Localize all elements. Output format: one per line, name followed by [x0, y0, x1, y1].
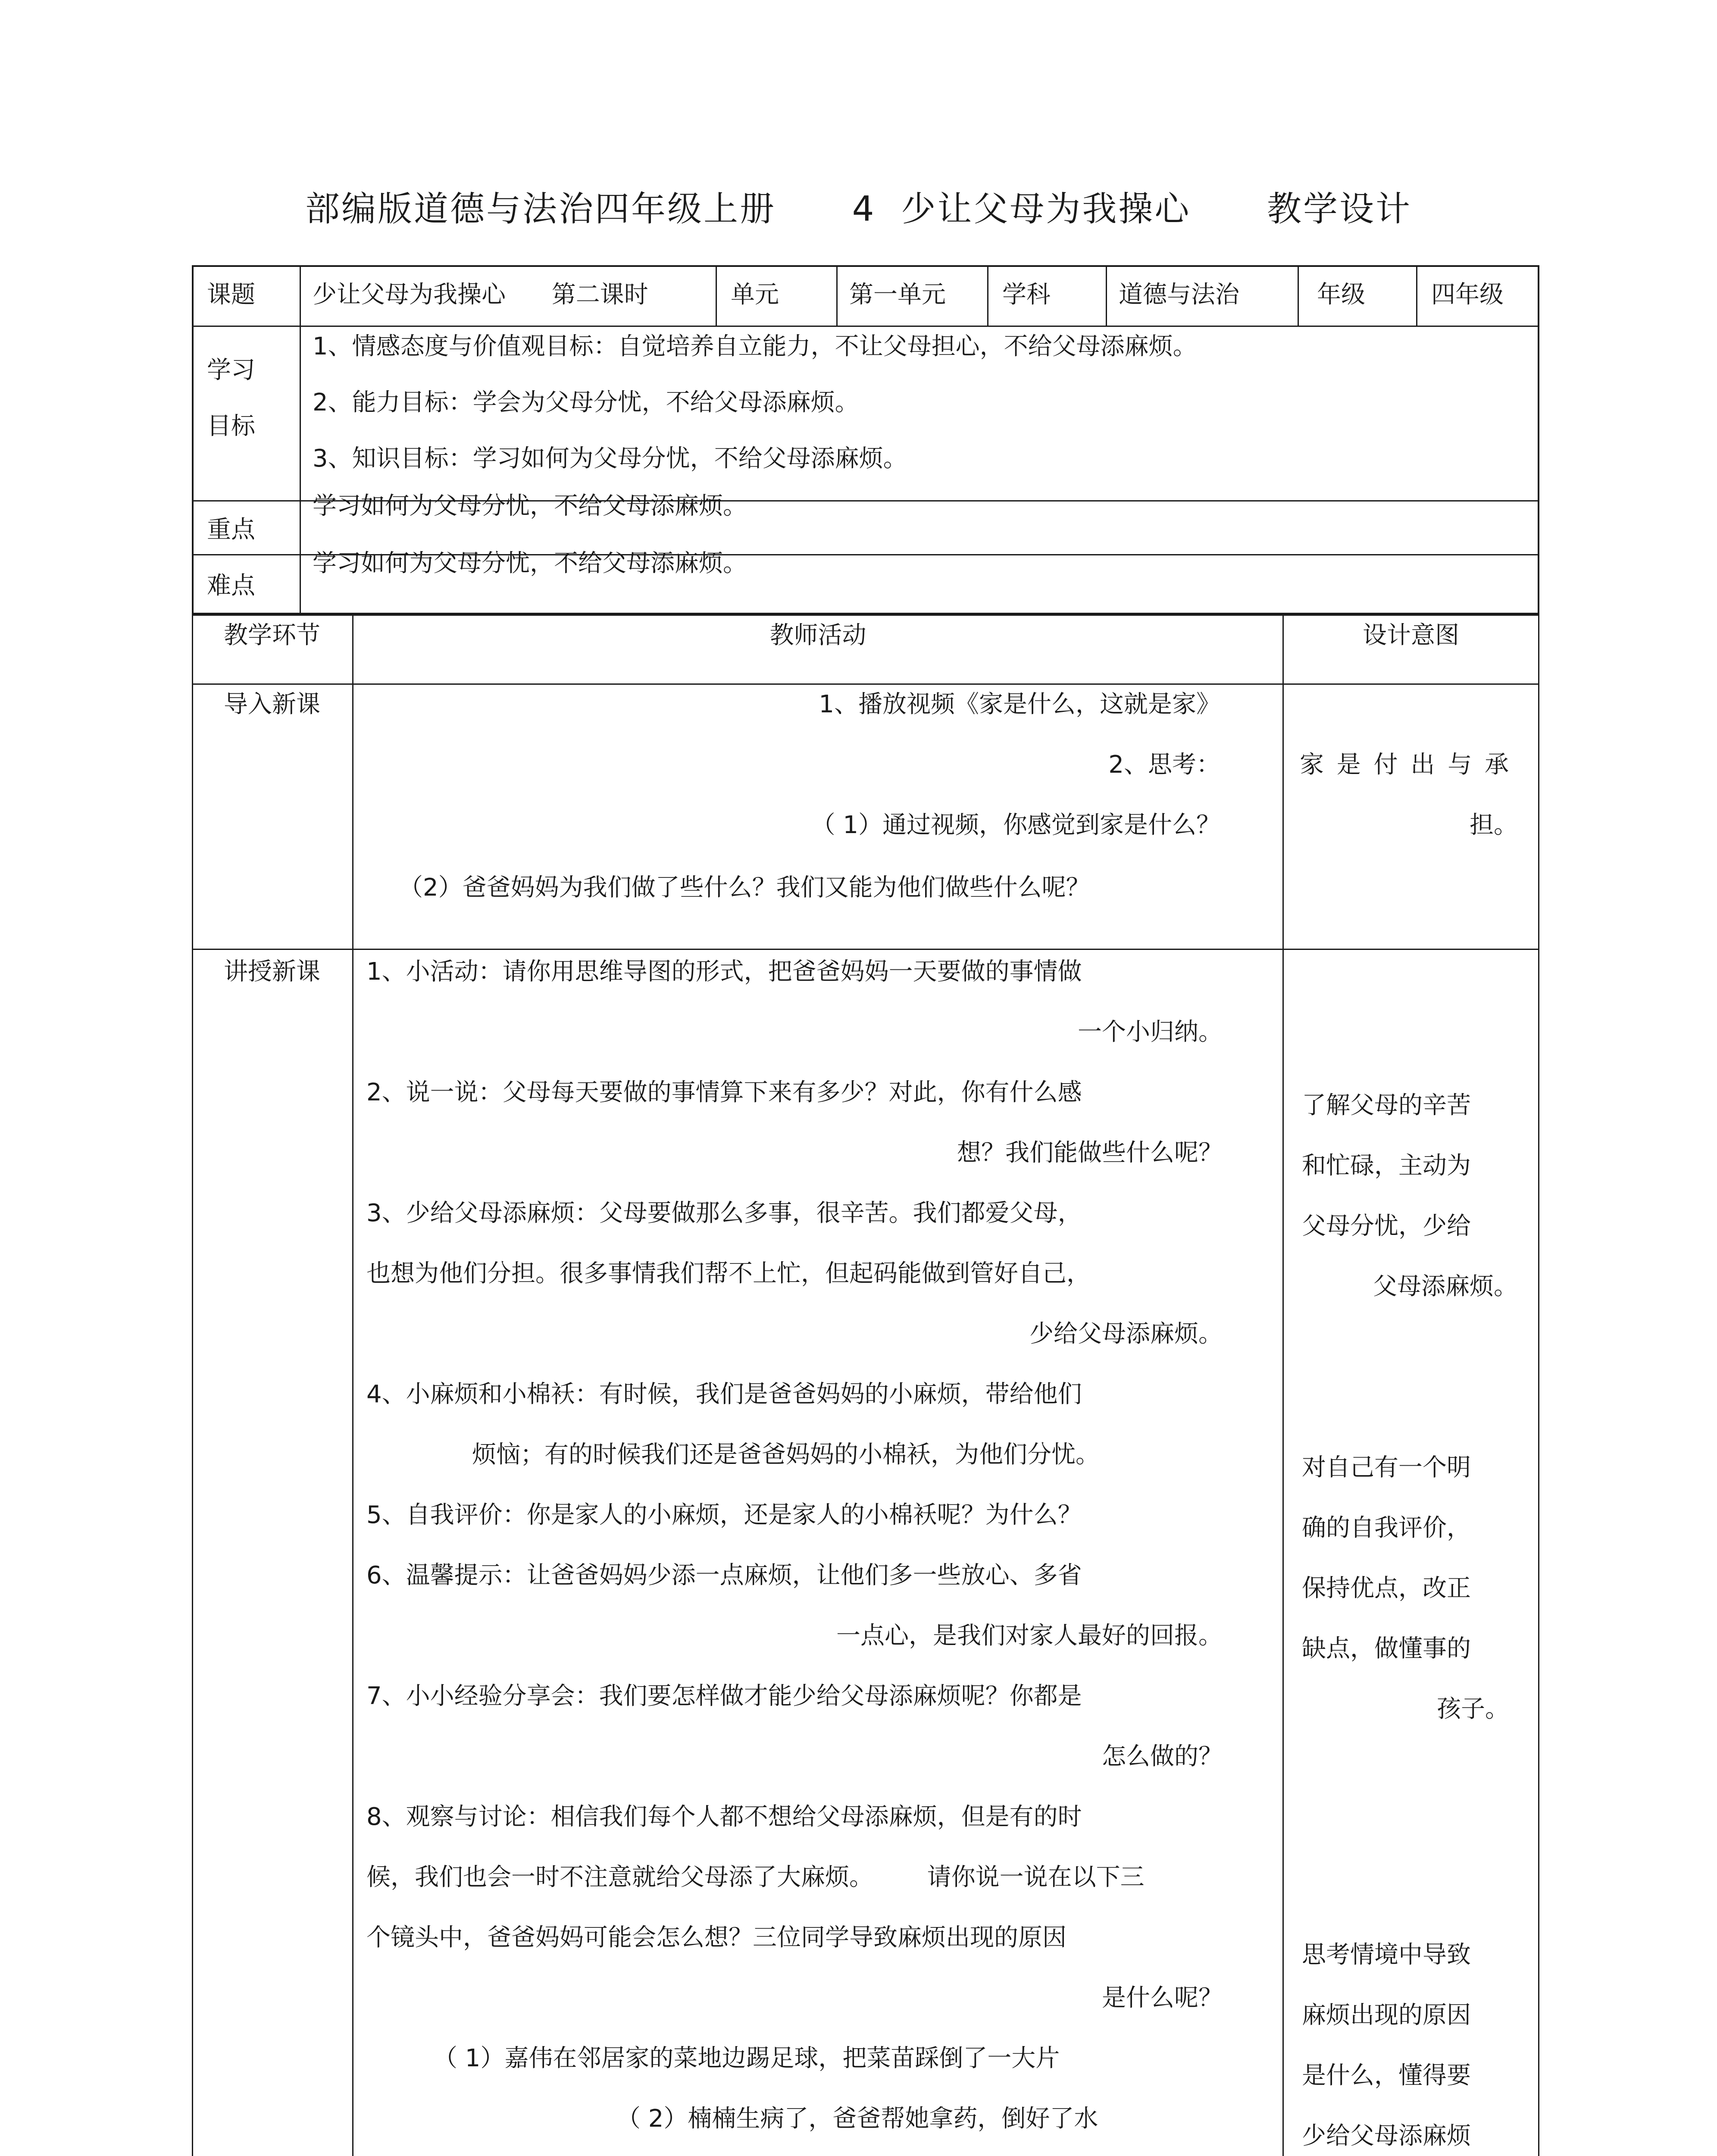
stage-intro: 导入新课: [224, 690, 320, 718]
lesson-label: 课题: [207, 281, 255, 309]
unit-label: 单元: [731, 281, 779, 309]
lecture-line: 想？我们能做些什么呢？: [957, 1139, 1223, 1167]
lecture-intent: 缺点，做懂事的: [1302, 1635, 1471, 1663]
lecture-line: 6、温馨提示：让爸爸妈妈少添一点麻烦，让他们多一些放心、多省: [366, 1561, 1082, 1589]
lecture-intent: 思考情境中导致: [1302, 1941, 1471, 1969]
lecture-line: 一个小归纳。: [1078, 1018, 1223, 1046]
lecture-line: 8、观察与讨论：相信我们每个人都不想给父母添麻烦，但是有的时: [366, 1803, 1082, 1831]
stage-column-header: 教学环节: [224, 621, 320, 649]
lecture-intent: 确的自我评价，: [1302, 1514, 1471, 1542]
objective-item: 3、知识目标：学习如何为父母分忧，不给父母添麻烦。: [313, 445, 907, 473]
intro-intent: 家 是 付 出 与 承: [1300, 751, 1512, 779]
difficulty-value: 学习如何为父母分忧，不给父母添麻烦。: [313, 549, 747, 577]
key-point-value: 学习如何为父母分忧，不给父母添麻烦。: [313, 492, 747, 520]
lecture-line: （ 2）楠楠生病了，爸爸帮她拿药，倒好了水: [616, 2105, 1098, 2133]
intent-column-header: 设计意图: [1363, 621, 1459, 649]
activity-column-header: 教师活动: [769, 621, 866, 649]
lecture-line: 候，我们也会一时不注意就给父母添了大麻烦。 请你说一说在以下三: [366, 1863, 1145, 1891]
lecture-line: 也想为他们分担。很多事情我们帮不上忙，但起码能做到管好自己，: [366, 1260, 1091, 1288]
lecture-line: 4、小麻烦和小棉袄：有时候，我们是爸爸妈妈的小麻烦，带给他们: [366, 1380, 1082, 1408]
intro-line: 1、播放视频《家是什么，这就是家》: [819, 690, 1220, 718]
lecture-line: 个镜头中，爸爸妈妈可能会怎么想？三位同学导致麻烦出现的原因: [366, 1924, 1066, 1952]
objective-item: 2、能力目标：学会为父母分忧，不给父母添麻烦。: [313, 389, 859, 417]
intro-line: 2、思考：: [1108, 751, 1220, 779]
lecture-intent: 是什么，懂得要: [1302, 2062, 1471, 2090]
intro-line: （ 1）通过视频，你感觉到家是什么？: [811, 811, 1220, 839]
lecture-line: 7、小小经验分享会：我们要怎样做才能少给父母添麻烦呢？你都是: [366, 1682, 1082, 1710]
grade-value: 四年级: [1431, 281, 1504, 309]
lecture-intent: 少给父母添麻烦: [1302, 2122, 1471, 2150]
lecture-line: 3、少给父母添麻烦：父母要做那么多事，很辛苦。我们都爱父母，: [366, 1199, 1082, 1227]
lecture-line: 5、自我评价：你是家人的小麻烦，还是家人的小棉袄呢？为什么？: [366, 1501, 1082, 1529]
grade-label: 年级: [1317, 281, 1365, 309]
lecture-line: 1、小活动：请你用思维导图的形式，把爸爸妈妈一天要做的事情做: [366, 958, 1082, 986]
intro-line: （2）爸爸妈妈为我们做了些什么？我们又能为他们做些什么呢？: [399, 874, 1090, 902]
lecture-line: （ 1）嘉伟在邻居家的菜地边踢足球，把菜苗踩倒了一大片: [433, 2044, 1060, 2072]
teaching-process-table: [192, 614, 1539, 2156]
page-title: 部编版道德与法治四年级上册 4 少让父母为我操心 教学设计: [305, 189, 1412, 229]
lesson-title: 少让父母为我操心 第二课时: [313, 281, 648, 309]
lecture-line: 烦恼；有的时候我们还是爸爸妈妈的小棉袄，为他们分忧。: [472, 1441, 1100, 1469]
lecture-line: 少给父母添麻烦。: [1029, 1320, 1223, 1348]
stage-lecture: 讲授新课: [224, 958, 320, 986]
lecture-intent: 父母分忧，少给: [1302, 1212, 1471, 1240]
intro-intent: 担。: [1470, 811, 1518, 839]
lecture-intent: 父母添麻烦。: [1373, 1272, 1518, 1300]
lecture-intent: 麻烦出现的原因: [1302, 2001, 1471, 2029]
lecture-intent: 了解父母的辛苦: [1302, 1091, 1471, 1119]
objectives-label-1: 学习: [207, 356, 255, 384]
lecture-intent: 保持优点，改正: [1302, 1574, 1471, 1602]
unit-value: 第一单元: [849, 281, 946, 309]
difficulty-label: 难点: [207, 572, 255, 600]
lecture-intent: 和忙碌，主动为: [1302, 1152, 1471, 1180]
lesson-info-table: [192, 265, 1539, 614]
lecture-line: 怎么做的？: [1102, 1742, 1223, 1771]
objective-item: 1、情感态度与价值观目标：自觉培养自立能力，不让父母担心，不给父母添麻烦。: [313, 332, 1197, 360]
subject-value: 道德与法治: [1119, 281, 1239, 309]
lecture-line: 是什么呢？: [1102, 1984, 1223, 2012]
lecture-intent: 孩子。: [1437, 1695, 1509, 1723]
lecture-line: 2、说一说：父母每天要做的事情算下来有多少？对此，你有什么感: [366, 1078, 1082, 1106]
key-point-label: 重点: [207, 516, 255, 544]
objectives-label-2: 目标: [207, 412, 255, 440]
subject-label: 学科: [1002, 281, 1051, 309]
lecture-intent: 对自己有一个明: [1302, 1454, 1471, 1482]
lecture-line: 一点心，是我们对家人最好的回报。: [836, 1622, 1223, 1650]
